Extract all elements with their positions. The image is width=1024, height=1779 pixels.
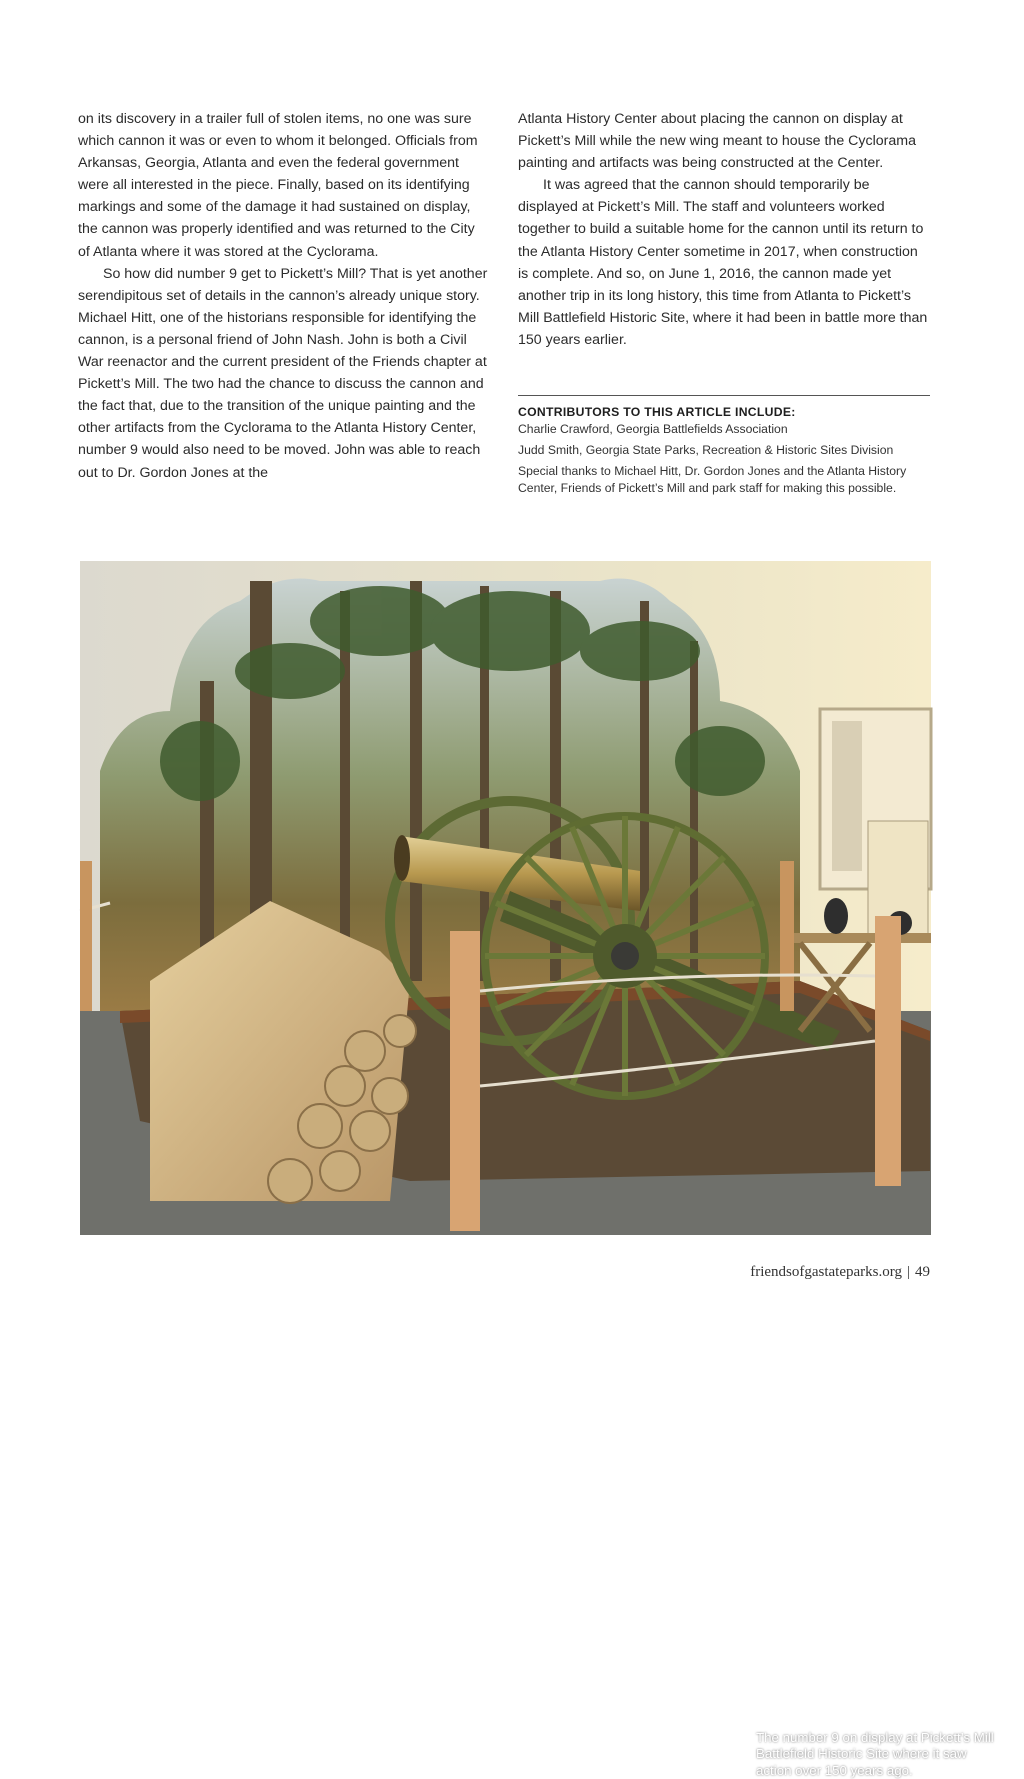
contributors-heading: CONTRIBUTORS TO THIS ARTICLE INCLUDE: — [518, 405, 796, 419]
article-column-left — [78, 108, 490, 484]
page-number: 49 — [915, 1264, 930, 1280]
article-paragraph: Atlanta History Center about placing the cannon on display at Pickett’s Mill while the new wing meant to house the Cyclorama painting and artifacts was being constructed at the Center. — [518, 111, 916, 172]
footer-separator: | — [906, 1264, 910, 1280]
cannon-exhibit-illustration — [80, 561, 931, 1235]
contributors-box — [518, 395, 930, 496]
photo-caption: The number 9 on display at Pickett’s Mill Battlefield Historic Site where it saw action over 150 years ago. — [756, 1730, 994, 1778]
article-paragraph: on its discovery in a trailer full of stolen items, no one was sure which cannon it was or even to whom it belonged. Officials from Arkansas, Georgia, Atlanta and even the federal government were all interested in the piece. Finally, based on its identifying markings and some of the damage it had sustained on display, the cannon was properly identified and was returned to the City of Atlanta where it was stored at the Cyclorama. — [78, 111, 478, 260]
contributor-line: Charlie Crawford, Georgia Battlefields Association — [518, 422, 788, 436]
article-paragraph: It was agreed that the cannon should temporarily be displayed at Pickett’s Mill. The staff and volunteers worked together to build a suitable home for the cannon until its return to the Atlanta History Center sometime in 2017, when construction is complete. And so, on June 1, 2016, the cannon made yet another trip in its long history, this time from Atlanta to Pickett’s Mill Battlefield Historic Site, where it had been in battle more than 150 years earlier. — [518, 177, 928, 348]
article-column-right — [518, 108, 930, 351]
page-footer — [750, 1264, 930, 1281]
contributors-thanks: Special thanks to Michael Hitt, Dr. Gordon Jones and the Atlanta History Center, Friends of Pickett’s Mill and park staff for making this possible. — [518, 464, 907, 495]
footer-site-url: friendsofgastateparks.org — [750, 1264, 902, 1280]
article-paragraph: So how did number 9 get to Pickett’s Mill? That is yet another serendipitous set of details in the cannon’s already unique story. Michael Hitt, one of the historians responsible for identifying the cannon, is a personal friend of John Nash. John is both a Civil War reenactor and the current president of the Friends chapter at Pickett’s Mill. The two had the chance to discuss the cannon and the fact that, due to the transition of the unique painting and the other artifacts from the Cyclorama to the Atlanta History Center, number 9 would also need to be moved. John was able to reach out to Dr. Gordon Jones at the — [78, 265, 488, 481]
contributor-line: Judd Smith, Georgia State Parks, Recreation & Historic Sites Division — [518, 443, 894, 457]
